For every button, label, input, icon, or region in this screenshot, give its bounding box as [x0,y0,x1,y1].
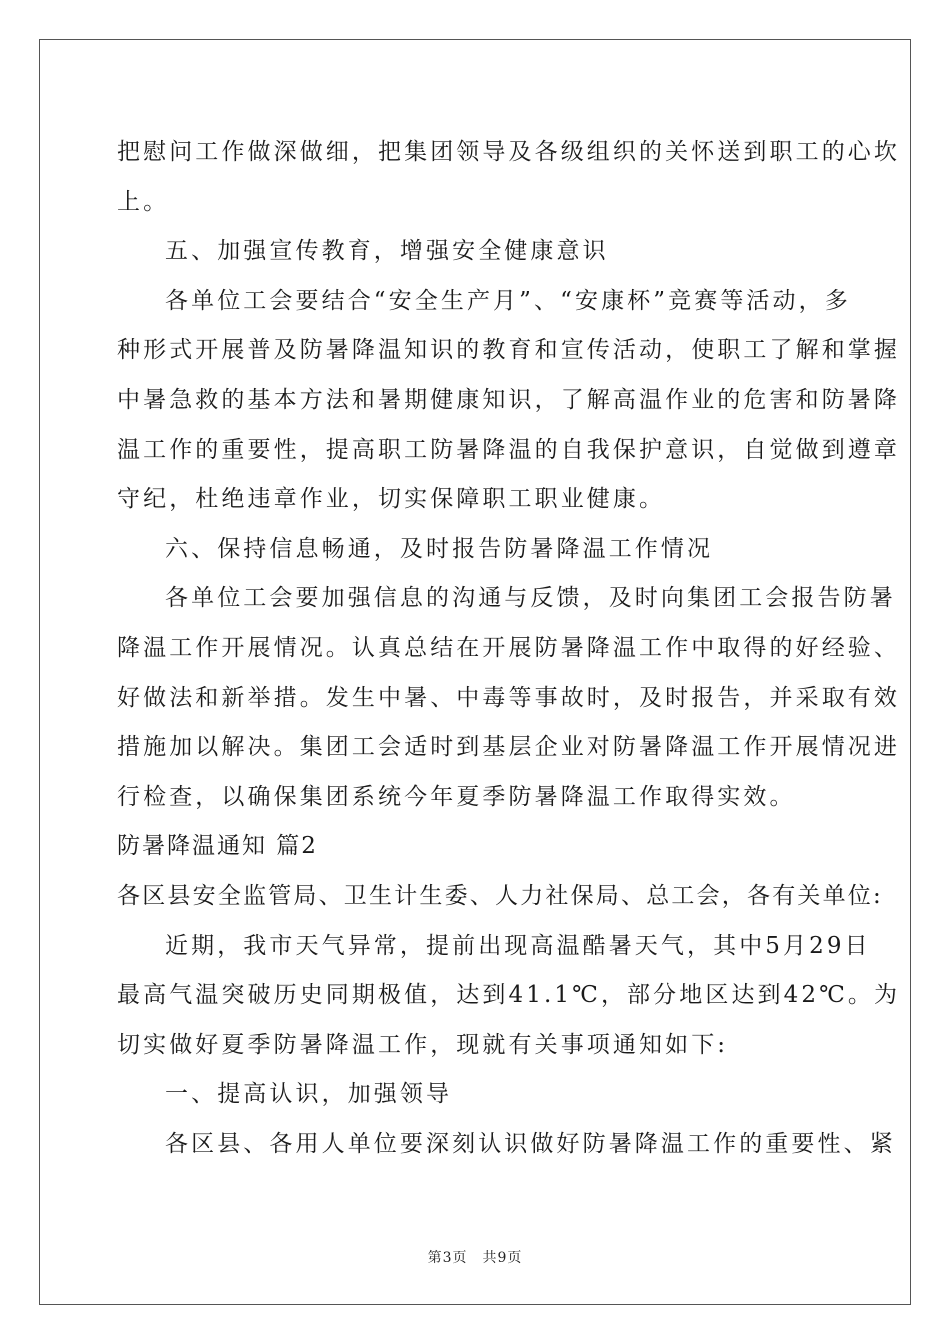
text-line: 好做法和新举措。发生中暑、中毒等事故时，及时报告，并采取有效 [117,684,900,711]
text-line: 把慰问工作做深做细，把集团领导及各级组织的关怀送到职工的心坎 [117,139,900,165]
salutation: 各区县安全监管局、卫生计生委、人力社保局、总工会，各有关单位: [117,882,883,909]
section-heading: 六、保持信息畅通，及时报告防暑降温工作情况 [165,535,714,562]
text-line: 上。 [117,188,170,215]
text-line: 守纪，杜绝违章作业，切实保障职工职业健康。 [117,486,666,513]
text-line: 近期，我市天气异常，提前出现高温酷暑天气，其中5月29日 [165,932,871,959]
text-line: 中暑急救的基本方法和暑期健康知识，了解高温作业的危害和防暑降 [117,386,900,413]
text-line: 各区县、各用人单位要深刻认识做好防暑降温工作的重要性、紧 [165,1130,896,1157]
text-line: 行检查，以确保集团系统今年夏季防暑降温工作取得实效。 [117,783,796,810]
text-line: 各单位工会要加强信息的沟通与反馈，及时向集团工会报告防暑 [165,585,896,612]
section-heading: 五、加强宣传教育，增强安全健康意识 [165,238,609,265]
section-heading: 一、提高认识，加强领导 [165,1081,453,1108]
text-line: 温工作的重要性，提高职工防暑降温的自我保护意识，自觉做到遵章 [117,436,900,463]
text-line: 最高气温突破历史同期极值，达到41.1℃，部分地区达到42℃。为 [117,982,901,1009]
text-line: 切实做好夏季防暑降温工作，现就有关事项通知如下: [117,1031,729,1058]
text-line: 措施加以解决。集团工会适时到基层企业对防暑降温工作开展情况进 [117,734,900,761]
text-line: 各单位工会要结合“安全生产月”、“安康杯”竞赛等活动，多 [165,287,851,314]
page-number: 第3页 共9页 [427,1250,523,1266]
document-body [117,128,901,1169]
text-line: 降温工作开展情况。认真总结在开展防暑降温工作中取得的好经验、 [117,634,900,661]
text-line: 种形式开展普及防暑降温知识的教育和宣传活动，使职工了解和掌握 [117,337,900,364]
document-title: 防暑降温通知 篇2 [117,833,318,860]
